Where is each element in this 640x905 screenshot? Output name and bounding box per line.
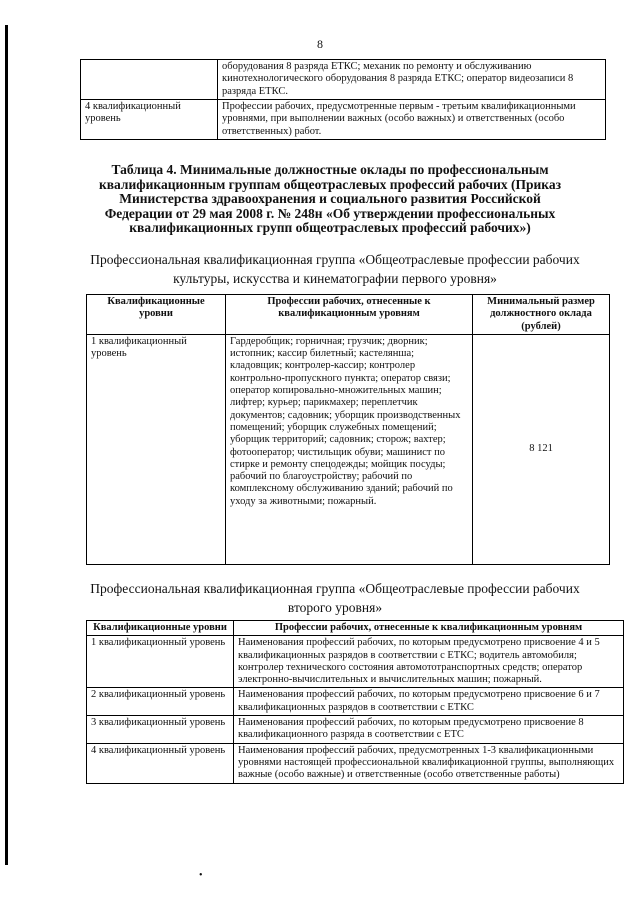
profession-cell: Наименования профессий рабочих, по которым предусмотрено присвоение 4 и 5 квалификационных разрядов в соответствии с ЕТКС; водитель автомобиля; контролер технического состояния автомототранспортных средств; оператор электронно-вычислительных и вычислительных машин; пожарный.	[234, 636, 624, 688]
scan-mark: •	[199, 870, 203, 881]
table-4-title: Таблица 4. Минимальные должностные оклады по профессиональным квалификационным группам общеотраслевых профессий рабочих (Приказ Министерства здравоохранения и социального развития Российской Федерации от 29 мая 2008 г. № 248н «Об утверждении профессиональных квалификационных групп общеотраслевых профессий рабочих»)	[98, 162, 562, 236]
profession-cell: Наименования профессий рабочих, предусмотренных 1-3 квалификационными уровнями настоящей профессиональной квалификационной группы, выполняющих важные (особо важные) и ответственные (особо ответственные работы)	[234, 743, 624, 783]
table-row	[87, 743, 624, 783]
group-2-title: Профессиональная квалификационная группа «Общеотраслевые профессии рабочих второго уровня»	[90, 581, 580, 615]
profession-cell: Наименования профессий рабочих, по которым предусмотрено присвоение 8 квалификационного разряда в соответствии с ЕТС	[234, 716, 624, 744]
level-cell: 4 квалификационный уровень	[87, 743, 234, 783]
table-row	[81, 100, 606, 140]
header-salary: Минимальный размер должностного оклада (рублей)	[473, 295, 610, 335]
binder-edge	[5, 25, 8, 865]
level-cell: 4 квалификационный уровень	[81, 100, 218, 140]
table-row	[81, 60, 606, 100]
group-1-title: Профессиональная квалификационная группа «Общеотраслевые профессии рабочих культуры, искусства и кинематографии первого уровня»	[90, 252, 580, 286]
profession-cell: Профессии рабочих, предусмотренные первым - третьим квалификационными уровнями, при выполнении важных (особо важных) и ответственных (особо ответственных) работ.	[218, 100, 606, 140]
level-cell: 3 квалификационный уровень	[87, 716, 234, 744]
table-row	[87, 688, 624, 716]
table-row	[87, 716, 624, 744]
header-professions: Профессии рабочих, отнесенные к квалификационным уровням	[226, 295, 473, 335]
header-row	[87, 295, 610, 335]
level-cell	[81, 60, 218, 100]
level-cell: 2 квалификационный уровень	[87, 688, 234, 716]
header-levels: Квалификационные уровни	[87, 295, 226, 335]
level-cell: 1 квалификационный уровень	[87, 334, 226, 564]
page-number: 8	[317, 37, 323, 51]
group-2-table	[86, 620, 624, 784]
profession-cell: оборудования 8 разряда ЕТКС; механик по ремонту и обслуживанию кинотехнологического оборудования 8 разряда ЕТКС; оператор видеозаписи 8 разряда ЕТКС.	[218, 60, 606, 100]
header-row	[87, 621, 624, 636]
header-professions: Профессии рабочих, отнесенные к квалификационным уровням	[234, 621, 624, 636]
profession-cell: Наименования профессий рабочих, по которым предусмотрено присвоение 6 и 7 квалификационных разрядов в соответствии с ЕТКС	[234, 688, 624, 716]
level-cell: 1 квалификационный уровень	[87, 636, 234, 688]
header-levels: Квалификационные уровни	[87, 621, 234, 636]
table-row	[87, 334, 610, 564]
profession-cell: Гардеробщик; горничная; грузчик; дворник; истопник; кассир билетный; кастелянша; кладовщик; контролер-кассир; контролер контрольно-пропускного пункта; оператор связи; оператор копировально-множительных машин; лифтер; курьер; парикмахер; переплетчик документов; садовник; уборщик производственных помещений; уборщик служебных помещений; уборщик территорий; садовник; сторож; вахтер; фотооператор; чистильщик обуви; машинист по стирке и ремонту спецодежды; мойщик посуды; рабочий по благоустройству; рабочий по комплексному обслуживанию зданий; рабочий по уходу за животными; пожарный.	[226, 334, 473, 564]
table-row	[87, 636, 624, 688]
salary-cell: 8 121	[473, 334, 610, 564]
group-1-table	[86, 294, 610, 565]
continuation-table	[80, 59, 606, 140]
